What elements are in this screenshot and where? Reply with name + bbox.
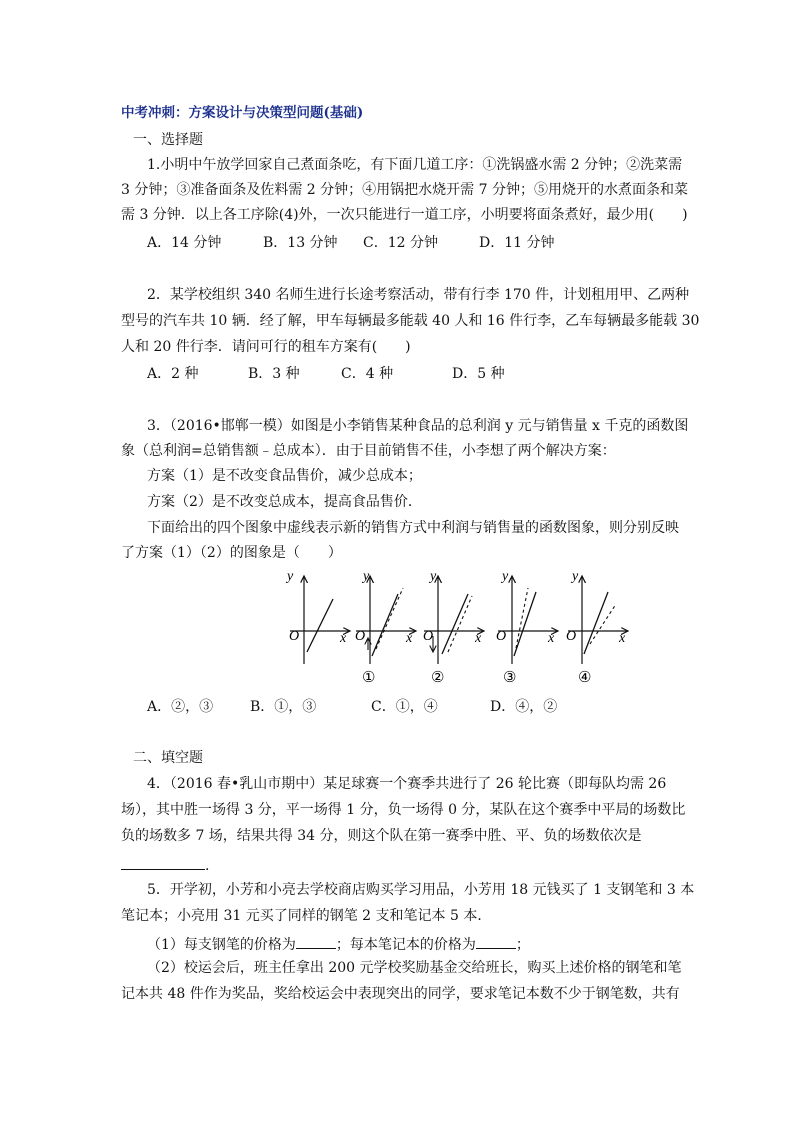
new-profit-dashed-line (516, 588, 528, 648)
sub-question-text: ； (515, 937, 530, 953)
origin-label: O (566, 629, 577, 644)
question-text-line: 了方案（1）（2）的图象是（ ） (121, 545, 342, 561)
option-d: D．5 种 (452, 366, 505, 382)
y-axis-label: y (363, 569, 370, 584)
question-text-line: 4．（2016 春•乳山市期中）某足球赛一个赛季共进行了 26 轮比赛（即每队均需 26 (147, 776, 667, 792)
question-text-line: 人和 20 件行李．请问可行的租车方案有( ) (121, 339, 411, 355)
question-text-line: 方案（1）是不改变食品售价，减少总成本； (147, 468, 422, 484)
answer-blank-row (121, 853, 209, 876)
option-a: A．②，③ (147, 699, 214, 715)
question-text-line: 需 3 分钟．以上各工序除(4)外，一次只能进行一道工序，小明要将面条煮好，最少用( ) (121, 207, 688, 223)
option-b: B．①，③ (250, 699, 317, 715)
question-text-line: 5．开学初，小芳和小亮去学校商店购买学习用品，小芳用 18 元钱买了 1 支钢笔和 3 本 (147, 882, 695, 898)
graph-option-1 (352, 564, 424, 690)
graph-caption: ② (431, 670, 445, 686)
new-profit-dashed-line (448, 596, 472, 652)
origin-label: O (355, 629, 366, 644)
y-axis-label: y (430, 569, 437, 584)
option-c: C．①，④ (371, 699, 438, 715)
profit-line (442, 594, 468, 654)
pen-price-blank[interactable] (296, 932, 336, 949)
option-d: D．④，② (490, 699, 558, 715)
graph-caption: ③ (503, 670, 517, 686)
new-profit-dashed-line (376, 588, 403, 649)
option-b: B．13 分钟 (263, 235, 338, 251)
option-a: A．14 分钟 (147, 235, 222, 251)
option-a: A．2 种 (147, 366, 199, 382)
y-axis-label: y (572, 569, 579, 584)
question-text-line: 下面给出的四个图象中虚线表示新的销售方式中利润与销售量的函数图象，则分别反映 (147, 520, 679, 536)
question-text-line: 型号的汽车共 10 辆．经了解，甲车每辆最多能载 40 人和 16 件行李，乙车每辆最多能载 30 (121, 313, 700, 329)
question-text-line: 象（总利润=总销售额﹣总成本）．由于目前销售不佳，小李想了两个解决方案： (121, 443, 616, 459)
question-text-line: 3 分钟；③准备面条及佐料需 2 分钟；④用锅把水烧开需 7 分钟；⑤用烧开的水煮面条和菜 (121, 182, 688, 198)
question-text-line: 场），其中胜一场得 3 分，平一场得 1 分，负一场得 0 分，某队在这个赛季中平局的场数比 (121, 802, 686, 818)
question-text-line: 记本共 48 件作为奖品，奖给校运会中表现突出的同学，要求笔记本数不少于钢笔数，共有 (121, 986, 680, 1002)
graph-original (282, 564, 354, 674)
origin-label: O (289, 629, 300, 644)
graph-option-4 (562, 564, 634, 690)
origin-label: O (496, 629, 507, 644)
sub-question-1 (147, 932, 530, 955)
option-c: C．4 种 (341, 366, 394, 382)
profit-line (584, 592, 608, 654)
profit-line (307, 599, 333, 652)
new-profit-dashed-line (590, 604, 616, 644)
profit-line (514, 592, 536, 656)
origin-label: O (423, 629, 434, 644)
profit-line (372, 594, 398, 656)
question-text-line: 方案（2）是不改变总成本，提高食品售价． (147, 494, 422, 510)
x-axis-label: x (475, 631, 482, 646)
question-text-line: 1.小明中午放学回家自己煮面条吃，有下面几道工序：①洗锅盛水需 2 分钟；②洗菜需 (147, 157, 683, 173)
notebook-price-blank[interactable] (476, 932, 516, 949)
option-b: B．3 种 (248, 366, 300, 382)
graph-caption: ① (362, 670, 376, 686)
graph-option-2 (420, 564, 492, 690)
sub-question-text: ；每本笔记本的价格为 (335, 937, 476, 953)
question-text-line: 笔记本；小亮用 31 元买了同样的钢笔 2 支和笔记本 5 本． (121, 908, 492, 924)
x-axis-label: x (619, 631, 626, 646)
answer-blank[interactable] (121, 853, 205, 870)
graph-caption: ④ (578, 670, 592, 686)
option-d: D．11 分钟 (479, 235, 555, 251)
question-text-line: 负的场数多 7 场，结果共得 34 分，则这个队在第一赛季中胜、平、负的场数依次是 (121, 828, 642, 844)
section-heading-fill: 二、填空题 (133, 750, 203, 766)
x-axis-label: x (548, 631, 555, 646)
option-c: C．12 分钟 (363, 235, 438, 251)
page-title: 中考冲刺：方案设计与决策型问题(基础) (121, 105, 364, 121)
sub-question-text: （1）每支钢笔的价格为 (147, 937, 296, 953)
question-text-line: 2．某学校组织 340 名师生进行长途考察活动，带有行李 170 件，计划租用甲、乙两种 (147, 287, 690, 303)
x-axis-label: x (406, 631, 413, 646)
question-text-line: （2）校运会后，班主任拿出 200 元学校奖励基金交给班长，购买上述价格的钢笔和笔 (147, 960, 682, 976)
y-axis-label: y (287, 569, 294, 584)
graph-option-3 (490, 564, 562, 690)
y-axis-label: y (502, 569, 509, 584)
question-text-line: 3．（2016•邯郸一模）如图是小李销售某种食品的总利润 y 元与销售量 x 千克的函数图 (147, 418, 689, 434)
section-heading-choice: 一、选择题 (133, 132, 203, 148)
x-axis-label: x (340, 631, 347, 646)
answer-period: . (205, 858, 210, 874)
